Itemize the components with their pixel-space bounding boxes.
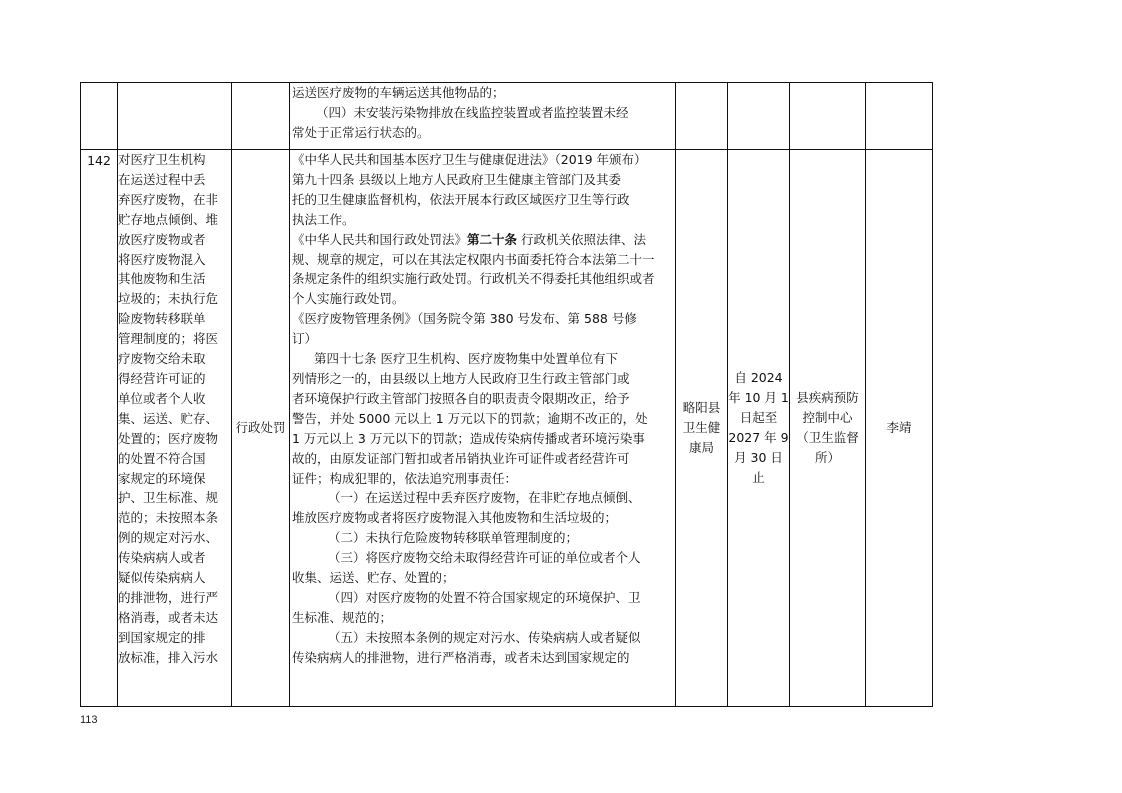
matter-line: 单位或者个人收 — [118, 390, 206, 406]
basis-line: 故的，由原发证部门暂扣或者吊销执业许可证件或者经营许可 — [292, 450, 630, 466]
person-cell — [866, 83, 933, 150]
matter-line: 例的规定对污水、 — [118, 530, 219, 546]
basis-line: 《医疗废物管理条例》（国务院令第 380 号发布、第 588 号修 — [292, 311, 637, 327]
matter-line: 到国家规定的排 — [118, 629, 206, 645]
page-number: 113 — [80, 714, 98, 726]
matter-line: 范的；未按照本条 — [118, 510, 219, 526]
entrusted-cell — [790, 150, 866, 707]
matter-line: 对医疗卫生机构 — [118, 152, 206, 167]
agency-cell — [676, 83, 728, 150]
basis-line: （三）将医疗废物交给未取得经营许可证的单位或者个人 — [328, 550, 641, 566]
matter-cell — [118, 150, 232, 707]
entrusted-line: 控制中心 — [802, 410, 853, 426]
basis-line: 订） — [292, 331, 318, 347]
matter-line: 集、运送、贮存、 — [118, 410, 219, 426]
matter-line: 贮存地点倾倒、堆 — [118, 211, 219, 227]
basis-line: 生标准、规范的； — [292, 609, 393, 625]
article-text: 行政机关依照法律、法 — [517, 231, 647, 247]
matter-line: 格消毒，或者未达 — [118, 609, 219, 625]
type-cell — [232, 83, 290, 150]
number-cell — [81, 83, 118, 150]
matter-line: 将医疗废物混入 — [118, 251, 206, 267]
matter-line: 的排泄物，进行严 — [118, 589, 219, 605]
responsible-person: 李靖 — [886, 420, 912, 436]
matter-line: 管理制度的；将医 — [118, 331, 219, 347]
matter-line: 疑似传染病病人 — [118, 570, 206, 586]
basis-line: 运送医疗废物的车辆运送其他物品的； — [292, 85, 505, 100]
matter-line: 险废物转移联单 — [118, 311, 206, 327]
basis-line: （一）在运送过程中丢弃医疗废物，在非贮存地点倾倒、 — [328, 490, 641, 506]
agency-line: 康局 — [688, 439, 714, 455]
matter-line: 传染病病人或者 — [118, 550, 206, 566]
matter-line: 垃圾的；未执行危 — [118, 291, 219, 307]
agency-line: 略阳县 — [682, 400, 721, 416]
basis-line: 规、规章的规定，可以在其法定权限内书面委托符合本法第二十一 — [292, 251, 655, 267]
agency-cell — [676, 150, 728, 707]
matter-line: 家规定的环境保 — [118, 470, 206, 486]
period-line: 年 10 月 1 — [728, 390, 789, 406]
basis-line: 条规定条件的组织实施行政处罚。行政机关不得委托其他组织或者 — [292, 271, 655, 287]
matter-line: 弃医疗废物，在非 — [118, 191, 219, 207]
basis-cell — [290, 150, 676, 707]
period-line: 2027 年 9 — [728, 430, 789, 445]
table-row — [81, 150, 933, 707]
basis-line: 者环境保护行政主管部门按照各自的职责责令限期改正，给予 — [292, 390, 630, 406]
basis-line: （四）未安装污染物排放在线监控装置或者监控装置未经 — [316, 104, 629, 120]
type-cell — [232, 150, 290, 707]
matter-line: 疗废物交给未取 — [118, 351, 206, 367]
basis-line: 收集、运送、贮存、处置的； — [292, 570, 455, 586]
law-title: 《中华人民共和国行政处罚法》 — [292, 231, 468, 247]
basis-line: 堆放医疗废物或者将医疗废物混入其他废物和生活垃圾的； — [292, 510, 618, 526]
basis-cell — [290, 83, 676, 150]
entrusted-line: 所） — [814, 449, 840, 465]
basis-line: 常处于正常运行状态的。 — [292, 124, 430, 140]
period-cell — [728, 83, 790, 150]
entrusted-cell — [790, 83, 866, 150]
entrusted-line: 县疾病预防 — [796, 390, 859, 406]
matter-cell — [118, 83, 232, 150]
basis-line: 托的卫生健康监督机构，依法开展本行政区域医疗卫生等行政 — [292, 191, 630, 207]
matter-line: 的处置不符合国 — [118, 450, 206, 466]
basis-line: （五）未按照本条例的规定对污水、传染病病人或者疑似 — [328, 629, 641, 645]
basis-line: （二）未执行危险废物转移联单管理制度的； — [328, 530, 579, 546]
basis-line: 证件；构成犯罪的，依法追究刑事责任： — [292, 470, 518, 486]
basis-line: 传染病病人的排泄物，进行严格消毒，或者未达到国家规定的 — [292, 649, 630, 665]
matter-line: 处置的；医疗废物 — [118, 430, 219, 446]
basis-line: 警告，并处 5000 元以上 1 万元以下的罚款；逾期不改正的，处 — [292, 410, 648, 426]
basis-line: 个人实施行政处罚。 — [292, 291, 405, 307]
period-cell — [728, 150, 790, 707]
basis-line: （四）对医疗废物的处置不符合国家规定的环境保护、卫 — [328, 589, 641, 605]
period-line: 日起至 — [739, 410, 778, 426]
matter-line: 护、卫生标准、规 — [118, 490, 219, 506]
matter-line: 放医疗废物或者 — [118, 231, 206, 247]
basis-line: 1 万元以上 3 万元以下的罚款；造成传染病传播或者环境污染事 — [292, 430, 645, 446]
row-number: 142 — [81, 150, 118, 707]
basis-line: 第九十四条 县级以上地方人民政府卫生健康主管部门及其委 — [292, 171, 621, 187]
matter-line: 得经营许可证的 — [118, 370, 206, 386]
period-line: 止 — [752, 469, 765, 485]
matter-line: 其他废物和生活 — [118, 271, 206, 287]
basis-line: 执法工作。 — [292, 211, 355, 227]
person-cell — [866, 150, 933, 707]
basis-line: 《中华人民共和国基本医疗卫生与健康促进法》（2019 年颁布） — [292, 152, 647, 167]
matter-line: 放标准，排入污水 — [118, 649, 219, 665]
article-heading: 第二十条 — [467, 231, 518, 247]
table-row — [81, 83, 933, 150]
basis-line: 第四十七条 医疗卫生机构、医疗废物集中处置单位有下 — [314, 351, 618, 367]
entrusted-line: （卫生监督 — [796, 430, 859, 445]
period-line: 月 30 日 — [734, 449, 783, 465]
basis-line — [290, 230, 675, 250]
penalty-type: 行政处罚 — [235, 420, 286, 436]
basis-line: 列情形之一的，由县级以上地方人民政府卫生行政主管部门或 — [292, 370, 630, 386]
agency-line: 卫生健 — [682, 420, 721, 436]
authority-table — [80, 82, 933, 707]
matter-line: 在运送过程中丢 — [118, 171, 206, 187]
period-line: 自 2024 — [734, 370, 783, 386]
